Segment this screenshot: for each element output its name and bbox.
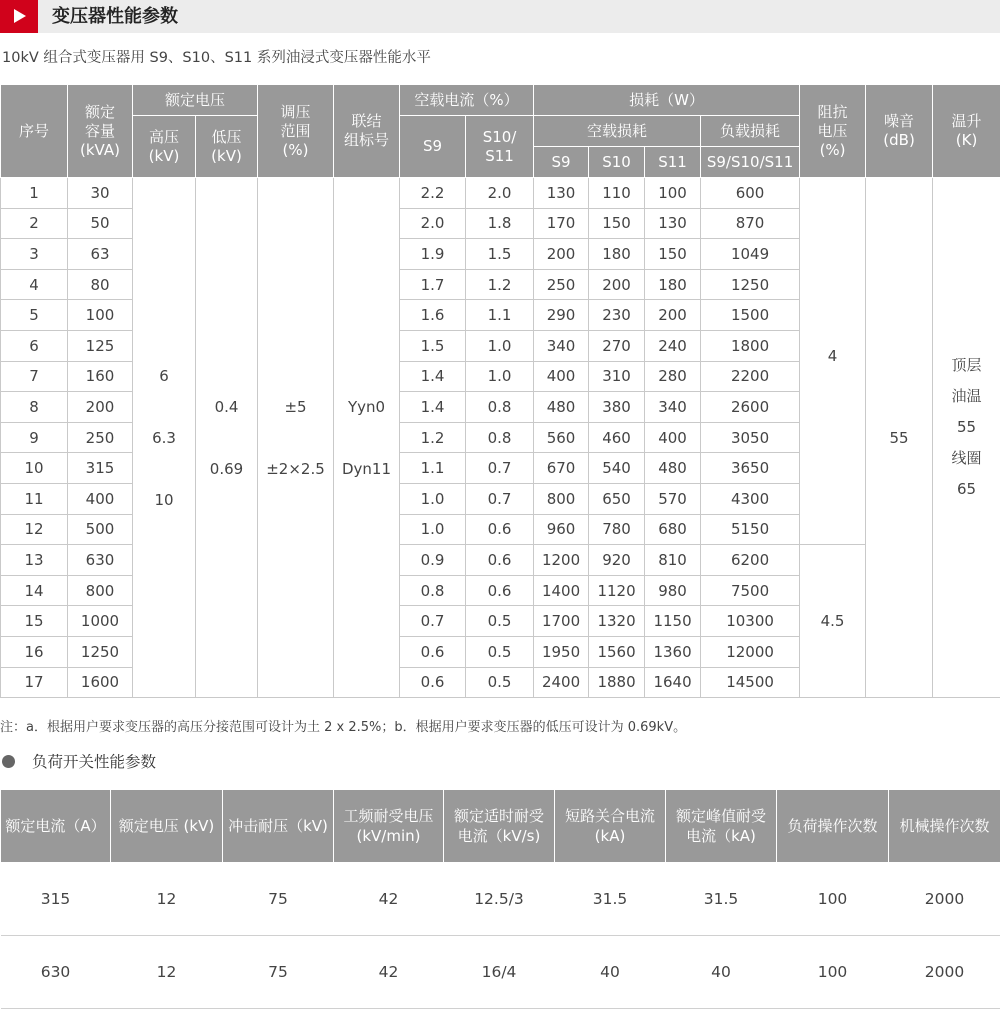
header-loss-s9: S9: [534, 147, 589, 178]
switch-cell: 31.5: [666, 863, 777, 936]
switch-cell: 2000: [889, 936, 1000, 1009]
cell-capacity: 400: [68, 483, 133, 514]
cell-capacity: 250: [68, 422, 133, 453]
group-value: Yyn0: [347, 397, 386, 416]
switch-cell: 75: [223, 936, 334, 1009]
cell-load-loss: 870: [701, 208, 800, 239]
cell-current-s9: 1.5: [400, 330, 466, 361]
switch-header-text: 额定电压 (kV): [118, 817, 215, 835]
table-note: 注：a．根据用户要求变压器的高压分接范围可设计为土 2 x 2.5%；b．根据用户要求变压器的低压可设计为 0.69kV。: [0, 720, 687, 735]
header-lv: 低压 (kV): [196, 116, 258, 178]
switch-header-text: 负荷操作次数: [787, 817, 878, 835]
switch-header-4: [334, 790, 444, 863]
cell-loss-s9: 480: [534, 392, 589, 423]
cell-load-loss: 7500: [701, 575, 800, 606]
cell-loss-s10: 650: [589, 483, 645, 514]
switch-header-text: 电流（kA): [686, 827, 756, 845]
header-rated-voltage: 额定电压: [133, 85, 258, 116]
cell-loss-s11: 1150: [645, 606, 701, 637]
switch-cell: 630: [1, 936, 111, 1009]
switch-cell: 40: [555, 936, 666, 1009]
cell-seq: 6: [1, 330, 68, 361]
cell-current-s9: 1.1: [400, 453, 466, 484]
header-noload-loss: 空载损耗: [534, 116, 701, 147]
cell-loss-s10: 270: [589, 330, 645, 361]
cell-loss-s11: 1640: [645, 667, 701, 698]
cell-current-s9: 1.0: [400, 514, 466, 545]
cell-capacity: 63: [68, 239, 133, 270]
cell-current-s10-s11: 1.2: [466, 269, 534, 300]
header-current-s9: S9: [400, 116, 466, 178]
cell-loss-s10: 920: [589, 545, 645, 576]
section-title: 变压器性能参数: [52, 6, 178, 27]
bullet-icon: [2, 755, 15, 768]
cell-current-s9: 0.6: [400, 636, 466, 667]
cell-seq: 4: [1, 269, 68, 300]
switch-header-8: [777, 790, 889, 863]
cell-loss-s9: 1200: [534, 545, 589, 576]
cell-current-s10-s11: 0.8: [466, 392, 534, 423]
cell-capacity: 630: [68, 545, 133, 576]
cell-loss-s9: 1700: [534, 606, 589, 637]
cell-current-s10-s11: 0.6: [466, 514, 534, 545]
cell-load-loss: 3050: [701, 422, 800, 453]
cell-load-loss: 5150: [701, 514, 800, 545]
cell-loss-s10: 150: [589, 208, 645, 239]
header-seq: 序号: [1, 85, 68, 178]
cell-capacity: 1000: [68, 606, 133, 637]
cell-loss-s9: 250: [534, 269, 589, 300]
cell-current-s10-s11: 1.5: [466, 239, 534, 270]
switch-header-text: 冲击耐压（kV): [228, 817, 328, 835]
cell-loss-s10: 1560: [589, 636, 645, 667]
cell-current-s10-s11: 0.8: [466, 422, 534, 453]
cell-load-loss: 3650: [701, 453, 800, 484]
cell-loss-s11: 980: [645, 575, 701, 606]
transformer-performance-table: [0, 84, 1000, 698]
cell-loss-s10: 310: [589, 361, 645, 392]
cell-lv-merged: [196, 178, 258, 698]
cell-loss-s10: 180: [589, 239, 645, 270]
cell-capacity: 200: [68, 392, 133, 423]
cell-loss-s10: 1880: [589, 667, 645, 698]
cell-seq: 17: [1, 667, 68, 698]
cell-current-s9: 1.2: [400, 422, 466, 453]
cell-current-s10-s11: 0.5: [466, 636, 534, 667]
section2-title: 负荷开关性能参数: [32, 753, 157, 771]
cell-loss-s9: 290: [534, 300, 589, 331]
switch-cell: 100: [777, 936, 889, 1009]
cell-loss-s9: 670: [534, 453, 589, 484]
cell-loss-s11: 200: [645, 300, 701, 331]
switch-header-text: (kA): [594, 827, 626, 845]
table-row: [1, 863, 1000, 936]
switch-cell: 42: [334, 936, 444, 1009]
header-vector-group: 联结 组标号: [334, 85, 400, 178]
cell-loss-s9: 800: [534, 483, 589, 514]
cell-loss-s10: 540: [589, 453, 645, 484]
cell-current-s9: 0.7: [400, 606, 466, 637]
cell-loss-s9: 960: [534, 514, 589, 545]
header-noise: 噪音 (dB): [866, 85, 933, 178]
cell-seq: 9: [1, 422, 68, 453]
cell-current-s9: 1.9: [400, 239, 466, 270]
cell-loss-s10: 230: [589, 300, 645, 331]
temp-value: 顶层: [951, 356, 982, 375]
cell-current-s10-s11: 1.8: [466, 208, 534, 239]
cell-current-s9: 0.9: [400, 545, 466, 576]
cell-loss-s9: 1950: [534, 636, 589, 667]
cell-loss-s10: 200: [589, 269, 645, 300]
cell-current-s10-s11: 0.7: [466, 453, 534, 484]
cell-loss-s11: 280: [645, 361, 701, 392]
cell-loss-s11: 180: [645, 269, 701, 300]
cell-current-s10-s11: 0.6: [466, 545, 534, 576]
cell-current-s10-s11: 2.0: [466, 178, 534, 209]
switch-cell: 31.5: [555, 863, 666, 936]
switch-header-9: [889, 790, 1000, 863]
cell-capacity: 30: [68, 178, 133, 209]
temp-value: 线圈: [951, 449, 982, 468]
load-switch-table: [0, 789, 1000, 1009]
cell-load-loss: 14500: [701, 667, 800, 698]
switch-header-text: 机械操作次数: [899, 817, 990, 835]
switch-header-text: 额定适时耐受: [453, 807, 544, 825]
cell-group-merged: [334, 178, 400, 698]
cell-load-loss: 600: [701, 178, 800, 209]
cell-capacity: 50: [68, 208, 133, 239]
cell-loss-s9: 560: [534, 422, 589, 453]
cell-current-s10-s11: 0.7: [466, 483, 534, 514]
play-icon: [0, 0, 38, 33]
switch-header-7: [666, 790, 777, 863]
cell-current-s9: 0.6: [400, 667, 466, 698]
cell-load-loss: 4300: [701, 483, 800, 514]
cell-current-s9: 1.0: [400, 483, 466, 514]
cell-loss-s11: 150: [645, 239, 701, 270]
header-current-s10-s11: S10/ S11: [466, 116, 534, 178]
switch-cell: 315: [1, 863, 111, 936]
cell-seq: 8: [1, 392, 68, 423]
switch-header-2: [111, 790, 223, 863]
cell-loss-s10: 780: [589, 514, 645, 545]
cell-load-loss: 1049: [701, 239, 800, 270]
switch-header-5: [444, 790, 555, 863]
header-capacity: 额定 容量 (kVA): [68, 85, 133, 178]
cell-loss-s9: 340: [534, 330, 589, 361]
cell-loss-s10: 110: [589, 178, 645, 209]
cell-tap-merged: [258, 178, 334, 698]
cell-capacity: 315: [68, 453, 133, 484]
cell-loss-s9: 2400: [534, 667, 589, 698]
cell-current-s9: 2.0: [400, 208, 466, 239]
cell-capacity: 100: [68, 300, 133, 331]
cell-capacity: 125: [68, 330, 133, 361]
cell-seq: 16: [1, 636, 68, 667]
switch-cell: 75: [223, 863, 334, 936]
switch-cell: 2000: [889, 863, 1000, 936]
switch-cell: 42: [334, 863, 444, 936]
header-temp-rise: 温升 (K): [933, 85, 1000, 178]
cell-seq: 15: [1, 606, 68, 637]
cell-loss-s11: 340: [645, 392, 701, 423]
cell-loss-s11: 130: [645, 208, 701, 239]
cell-loss-s11: 100: [645, 178, 701, 209]
cell-capacity: 160: [68, 361, 133, 392]
cell-seq: 3: [1, 239, 68, 270]
cell-load-loss: 12000: [701, 636, 800, 667]
switch-cell: 12.5/3: [444, 863, 555, 936]
cell-capacity: 80: [68, 269, 133, 300]
cell-hv-merged: [133, 178, 196, 698]
cell-load-loss: 6200: [701, 545, 800, 576]
cell-loss-s9: 170: [534, 208, 589, 239]
hv-value: 10: [154, 490, 174, 509]
switch-header-text: 额定电流（A）: [5, 817, 106, 835]
cell-impedance-1: 4: [800, 178, 866, 545]
cell-current-s10-s11: 0.6: [466, 575, 534, 606]
header-loss: 损耗（W）: [534, 85, 800, 116]
cell-current-s9: 1.4: [400, 392, 466, 423]
cell-current-s10-s11: 1.0: [466, 361, 534, 392]
cell-loss-s9: 200: [534, 239, 589, 270]
cell-current-s10-s11: 1.0: [466, 330, 534, 361]
cell-seq: 14: [1, 575, 68, 606]
cell-current-s9: 2.2: [400, 178, 466, 209]
cell-load-loss: 1800: [701, 330, 800, 361]
switch-header-text: 额定峰值耐受: [675, 807, 766, 825]
switch-header-6: [555, 790, 666, 863]
cell-load-loss: 1500: [701, 300, 800, 331]
cell-temp-merged: [933, 178, 1000, 698]
cell-current-s10-s11: 0.5: [466, 606, 534, 637]
cell-current-s9: 1.7: [400, 269, 466, 300]
cell-seq: 10: [1, 453, 68, 484]
cell-seq: 11: [1, 483, 68, 514]
header-tap-range: 调压 范围 (%): [258, 85, 334, 178]
cell-loss-s9: 1400: [534, 575, 589, 606]
switch-header-text: (kV/min): [356, 827, 421, 845]
switch-header-text: 短路关合电流: [564, 807, 655, 825]
cell-seq: 2: [1, 208, 68, 239]
table-subtitle: 10kV 组合式变压器用 S9、S10、S11 系列油浸式变压器性能水平: [2, 50, 431, 66]
switch-header-text: 电流（kV/s): [457, 827, 541, 845]
cell-seq: 7: [1, 361, 68, 392]
cell-seq: 13: [1, 545, 68, 576]
header-load-loss: 负载损耗: [701, 116, 800, 147]
cell-loss-s11: 810: [645, 545, 701, 576]
switch-header-3: [223, 790, 334, 863]
temp-value: 油温: [951, 387, 982, 406]
switch-cell: 12: [111, 936, 223, 1009]
tap-value: ±2×2.5: [266, 459, 325, 478]
lv-value: 0.69: [209, 459, 244, 478]
header-hv: 高压 (kV): [133, 116, 196, 178]
tap-value: ±5: [284, 397, 307, 416]
header-loss-all: S9/S10/S11: [701, 147, 800, 178]
cell-seq: 5: [1, 300, 68, 331]
cell-capacity: 800: [68, 575, 133, 606]
switch-cell: 16/4: [444, 936, 555, 1009]
cell-loss-s10: 1320: [589, 606, 645, 637]
cell-capacity: 500: [68, 514, 133, 545]
cell-loss-s10: 1120: [589, 575, 645, 606]
cell-capacity: 1600: [68, 667, 133, 698]
lv-value: 0.4: [214, 397, 239, 416]
section-title-bar: [0, 0, 1000, 33]
cell-loss-s11: 1360: [645, 636, 701, 667]
cell-current-s9: 1.6: [400, 300, 466, 331]
table-row: [1, 178, 1000, 209]
cell-loss-s11: 680: [645, 514, 701, 545]
header-loss-s11: S11: [645, 147, 701, 178]
cell-seq: 12: [1, 514, 68, 545]
switch-header-text: 工频耐受电压: [343, 807, 434, 825]
cell-load-loss: 10300: [701, 606, 800, 637]
temp-value: 65: [957, 480, 977, 499]
switch-cell: 100: [777, 863, 889, 936]
cell-loss-s11: 480: [645, 453, 701, 484]
cell-loss-s11: 570: [645, 483, 701, 514]
header-loss-s10: S10: [589, 147, 645, 178]
hv-value: 6.3: [152, 428, 176, 447]
temp-value: 55: [957, 418, 977, 437]
cell-current-s9: 1.4: [400, 361, 466, 392]
cell-loss-s9: 130: [534, 178, 589, 209]
cell-load-loss: 2200: [701, 361, 800, 392]
header-impedance: 阻抗 电压 (%): [800, 85, 866, 178]
cell-seq: 1: [1, 178, 68, 209]
cell-loss-s10: 460: [589, 422, 645, 453]
switch-cell: 12: [111, 863, 223, 936]
cell-current-s10-s11: 1.1: [466, 300, 534, 331]
cell-loss-s9: 400: [534, 361, 589, 392]
cell-loss-s11: 240: [645, 330, 701, 361]
cell-loss-s10: 380: [589, 392, 645, 423]
cell-current-s9: 0.8: [400, 575, 466, 606]
cell-capacity: 1250: [68, 636, 133, 667]
header-noload-current: 空载电流（%）: [400, 85, 534, 116]
cell-impedance-2: 4.5: [800, 545, 866, 698]
group-value: Dyn11: [342, 459, 392, 478]
hv-value: 6: [159, 366, 169, 385]
switch-header-1: [1, 790, 111, 863]
cell-current-s10-s11: 0.5: [466, 667, 534, 698]
switch-cell: 40: [666, 936, 777, 1009]
cell-load-loss: 1250: [701, 269, 800, 300]
cell-load-loss: 2600: [701, 392, 800, 423]
table-row: [1, 936, 1000, 1009]
cell-loss-s11: 400: [645, 422, 701, 453]
cell-noise-merged: 55: [866, 178, 933, 698]
